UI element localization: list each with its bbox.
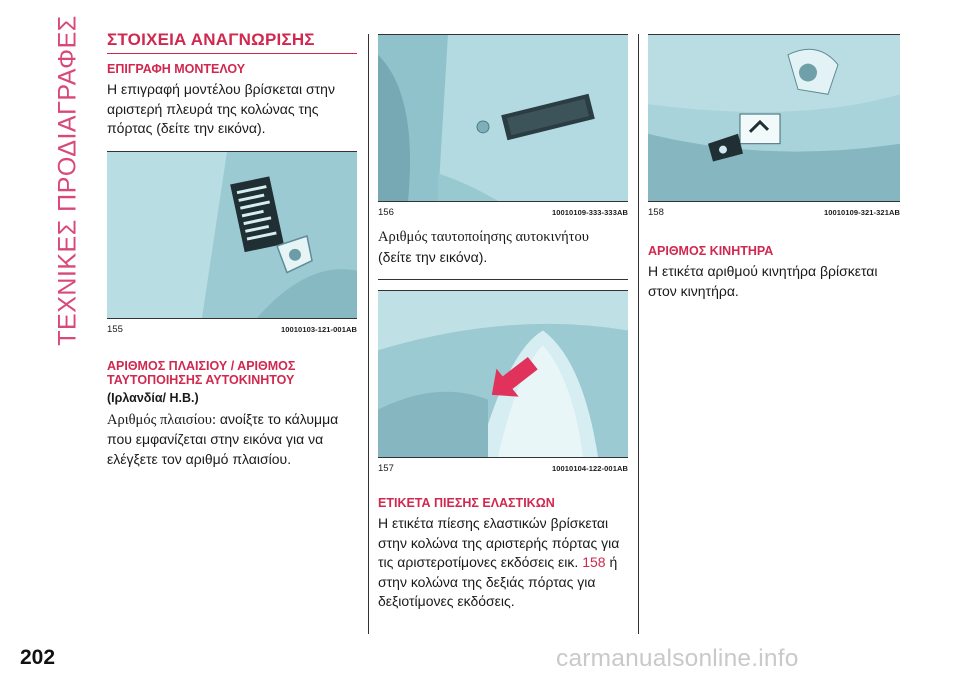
chassis-text: Αριθμός πλαισίου: ανοίξτε το κάλυμμα που εμφανίζεται στην εικόνα για να ελέγξετε τον αριθμό πλαισίου.	[107, 410, 339, 467]
engine-number-heading: ΑΡΙΘΜΟΣ ΚΙΝΗΤΗΡΑ	[648, 244, 774, 258]
figure-156	[378, 34, 628, 202]
engine-label-illustration	[648, 35, 900, 201]
figure-155	[107, 151, 357, 319]
figure-code: 10010104-122-001AB	[551, 464, 628, 473]
column-divider	[368, 34, 369, 634]
tyre-pressure-text: Η ετικέτα πίεσης ελαστικών βρίσκεται στην κολώνα της αριστερής πόρτας για τις αριστεροτίμονες εκδόσεις εικ. 158 ή στην κολώνα της δεξιάς πόρτας για δεξιοτίμονες εκδόσεις.	[378, 515, 620, 609]
floor-vin-illustration	[378, 35, 628, 201]
figure-156-caption	[378, 207, 628, 218]
figure-number: 156	[378, 207, 394, 218]
figure-code: 10010109-321-321AB	[823, 208, 900, 217]
page-number: 202	[20, 646, 56, 669]
column-1	[107, 30, 357, 469]
model-text: Η επιγραφή μοντέλου βρίσκεται στην αριστερή πλευρά της κολώνας της πόρτας (δείτε την εικόνα).	[107, 81, 335, 136]
figure-number: 157	[378, 463, 394, 474]
figure-157-caption	[378, 463, 628, 474]
door-pillar-illustration	[107, 152, 357, 318]
figure-code: 10010103-121-001AB	[280, 324, 357, 334]
column-3	[648, 34, 900, 301]
watermark: carmanualsonline.info	[556, 645, 799, 672]
vin-text: Αριθμός ταυτοποίησης αυτοκινήτου (δείτε την εικόνα).	[378, 229, 589, 265]
column-2	[378, 34, 628, 612]
figure-code: 10010109-333-333AB	[551, 208, 628, 217]
figure-158-caption	[648, 207, 900, 218]
figure-157	[378, 290, 628, 458]
figure-reference: 158	[578, 554, 610, 570]
column-divider	[638, 34, 639, 634]
engine-number-text: Η ετικέτα αριθμού κινητήρα βρίσκεται στον κινητήρα.	[648, 263, 878, 299]
windscreen-arrow-illustration	[378, 291, 628, 457]
figure-number: 158	[648, 207, 664, 218]
side-section-title: ΤΕΧΝΙΚΕΣ ΠΡΟΔΙΑΓΡΑΦΕΣ	[53, 14, 82, 346]
tyre-pressure-heading: ΕΤΙΚΕΤΑ ΠΙΕΣΗΣ ΕΛΑΣΤΙΚΩΝ	[378, 496, 555, 510]
chassis-heading: ΑΡΙΘΜΟΣ ΠΛΑΙΣΙΟΥ / ΑΡΙΘΜΟΣ ΤΑΥΤΟΠΟΙΗΣΗΣ ΑΥΤΟΚΙΝΗΤΟΥ	[107, 358, 296, 387]
figure-155-caption	[107, 324, 357, 335]
figure-number: 155	[107, 323, 123, 335]
model-heading: ΕΠΙΓΡΑΦΗ ΜΟΝΤΕΛΟΥ	[107, 62, 246, 76]
rule	[378, 279, 628, 280]
chassis-subheading: (Ιρλανδία/ Η.Β.)	[107, 390, 199, 405]
section-title: ΣΤΟΙΧΕΙΑ ΑΝΑΓΝΩΡΙΣΗΣ	[107, 30, 357, 54]
figure-158	[648, 34, 900, 202]
